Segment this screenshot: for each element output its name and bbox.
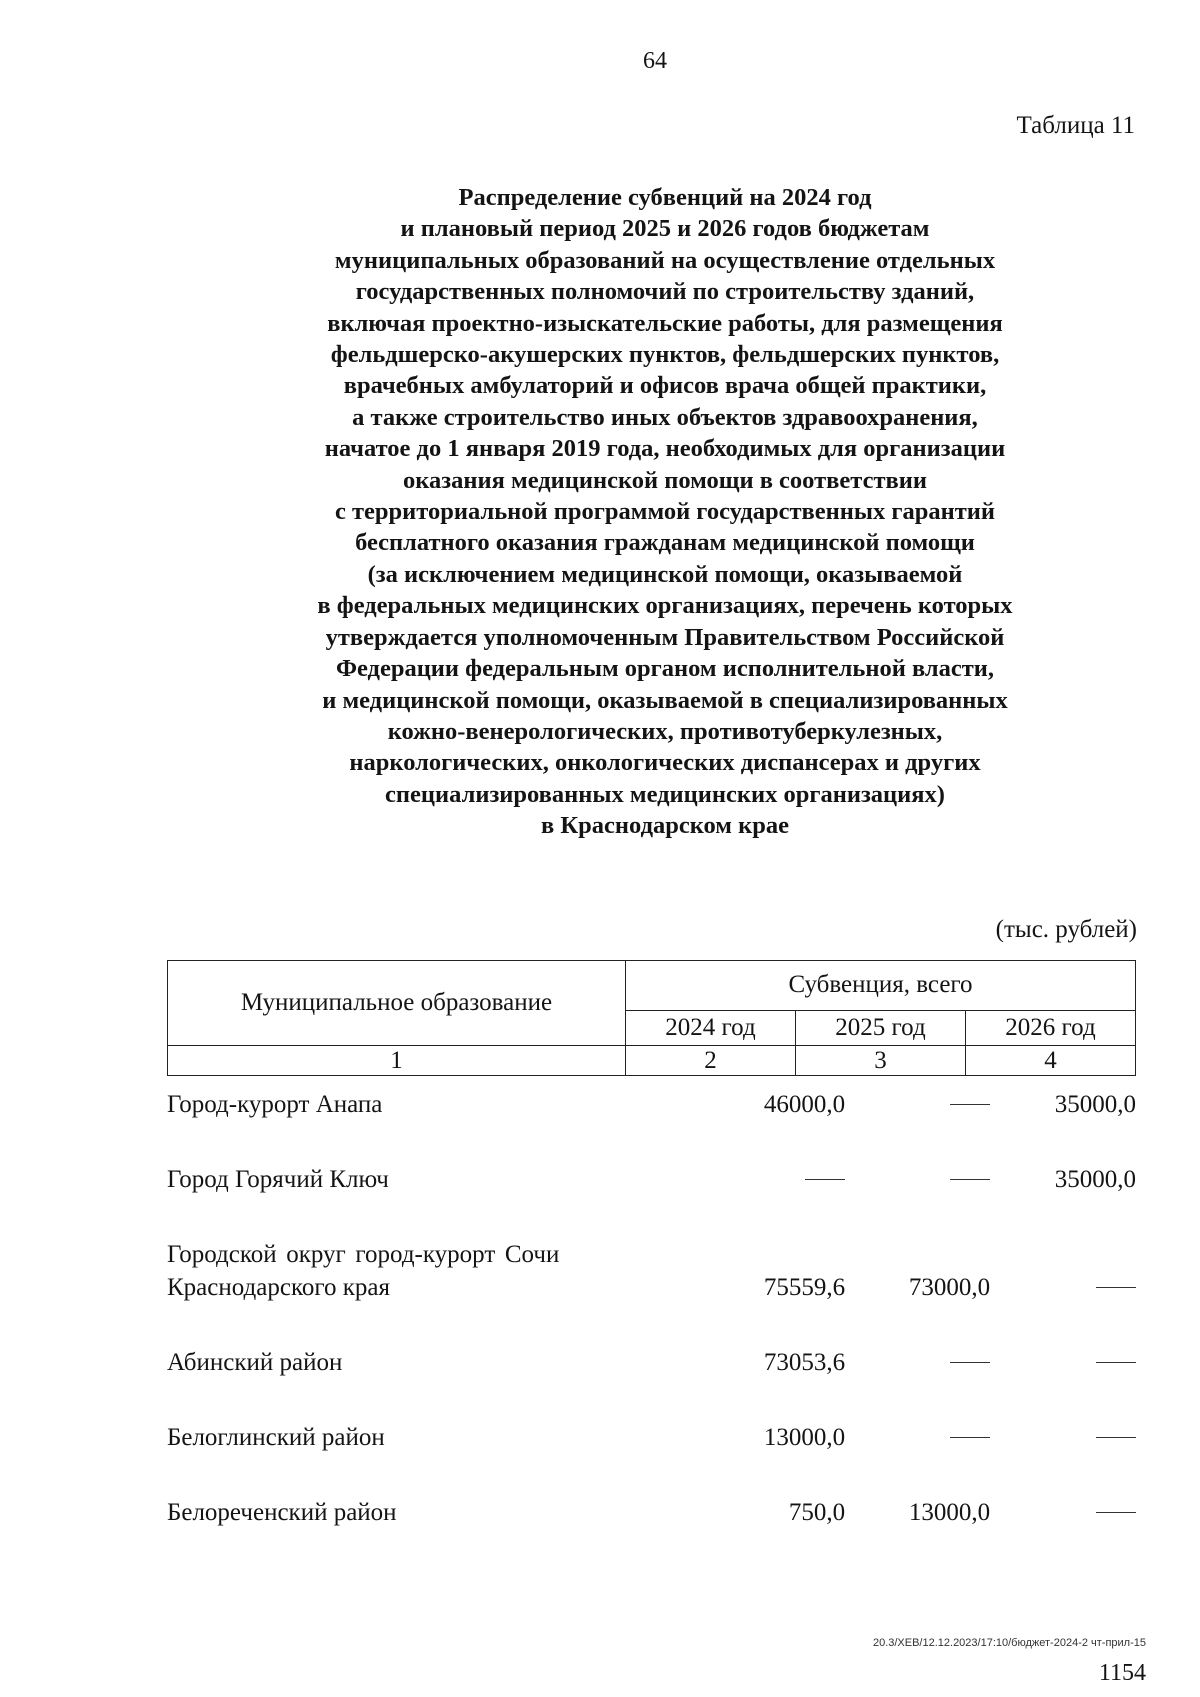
- value-2026: 35000,0: [1054, 1166, 1136, 1193]
- value-2026: [990, 1271, 1136, 1304]
- table-row: [167, 1346, 1136, 1379]
- table-row: [167, 1238, 1136, 1304]
- title-line: утверждается уполномоченным Правительством Российской: [325, 623, 1005, 651]
- title-line: в федеральных медицинских организациях, перечень которых: [317, 592, 1013, 620]
- municipality-name-line: Городской округ город-курорт Сочи: [167, 1241, 560, 1268]
- empty-value-dash: [1096, 1287, 1136, 1288]
- empty-value-dash: [1096, 1437, 1136, 1438]
- title-line: и медицинской помощи, оказываемой в специализированных: [322, 686, 1008, 714]
- title-line: фельдшерско-акушерских пунктов, фельдшерских пунктов,: [330, 341, 1000, 369]
- empty-value-dash: [1096, 1362, 1136, 1363]
- title-line: оказания медицинской помощи в соответствии: [403, 466, 927, 494]
- column-number: 2: [626, 1046, 796, 1076]
- title-line: в Краснодарском крае: [541, 812, 789, 840]
- empty-value-dash: [805, 1179, 845, 1180]
- municipality-name: [167, 1346, 559, 1379]
- municipality-name: [167, 1163, 559, 1196]
- title-line: врачебных амбулаторий и офисов врача общей практики,: [343, 372, 987, 400]
- value-2025: [845, 1088, 990, 1121]
- value-2025: 13000,0: [908, 1499, 991, 1526]
- municipality-name: [167, 1421, 559, 1454]
- units-note: (тыс. рублей): [995, 916, 1137, 943]
- column-number: 4: [966, 1046, 1136, 1076]
- value-2025: 73000,0: [908, 1274, 991, 1301]
- value-2025: [845, 1163, 990, 1196]
- title-line: кожно-венерологических, противотуберкулезных,: [387, 717, 943, 745]
- table-body: [167, 1088, 1136, 1571]
- value-2024: 13000,0: [763, 1424, 846, 1451]
- title-line: и плановый период 2025 и 2026 годов бюджетам: [400, 215, 930, 243]
- title-line: (за исключением медицинской помощи, оказываемой: [367, 560, 963, 588]
- municipality-name-line: Белоглинский район: [167, 1424, 385, 1451]
- value-2026: 35000,0: [1054, 1091, 1136, 1118]
- value-2024: [559, 1163, 845, 1196]
- municipality-name-line: Город Горячий Ключ: [167, 1166, 389, 1193]
- page-number: 64: [643, 48, 667, 74]
- value-2025: [845, 1346, 990, 1379]
- title-line: а также строительство иных объектов здравоохранения,: [352, 403, 978, 431]
- title-line: начатое до 1 января 2019 года, необходимых для организации: [324, 435, 1006, 463]
- empty-value-dash: [950, 1104, 990, 1105]
- title-line: Федерации федеральным органом исполнительной власти,: [335, 655, 995, 683]
- title-line: наркологических, онкологических диспансерах и других: [349, 749, 981, 777]
- header-year: 2025 год: [796, 1010, 966, 1045]
- municipality-name: [167, 1496, 559, 1529]
- municipality-name-line: Краснодарского края: [167, 1274, 390, 1301]
- empty-value-dash: [1096, 1512, 1136, 1513]
- column-number: 3: [796, 1046, 966, 1076]
- empty-value-dash: [950, 1437, 990, 1438]
- title-line: Распределение субвенций на 2024 год: [458, 184, 872, 211]
- title-line: специализированных медицинских организациях): [385, 780, 945, 808]
- table-header: [167, 960, 1136, 1076]
- municipality-name-line: Город-курорт Анапа: [167, 1091, 383, 1118]
- value-2025: [845, 1421, 990, 1454]
- title-line: государственных полномочий по строительству зданий,: [355, 278, 975, 306]
- column-number: 1: [168, 1046, 626, 1076]
- header-municipality: Муниципальное образование: [168, 961, 626, 1046]
- value-2024: 46000,0: [763, 1091, 846, 1118]
- title-line: включая проектно-изыскательские работы, для размещения: [327, 309, 1003, 337]
- title-line: муниципальных образований на осуществление отдельных: [334, 246, 996, 274]
- value-2026: [990, 1496, 1136, 1529]
- municipality-name: [167, 1238, 559, 1304]
- title-line: бесплатного оказания гражданам медицинской помощи: [355, 529, 975, 557]
- header-year: 2026 год: [966, 1010, 1136, 1045]
- sheet-number: 1154: [1098, 1660, 1146, 1686]
- table-row: [167, 1088, 1136, 1121]
- municipality-name-line: Белореченский район: [167, 1499, 397, 1526]
- table-row: [167, 1163, 1136, 1196]
- municipality-name-line: Абинский район: [167, 1349, 343, 1376]
- title-line: с территориальной программой государственных гарантий: [335, 498, 995, 526]
- municipality-name: [167, 1088, 559, 1121]
- document-title: [180, 182, 1150, 842]
- table-row: [167, 1421, 1136, 1454]
- document-code: 20.3/ХЕВ/12.12.2023/17:10/бюджет-2024-2 чт-прил-15: [872, 1637, 1146, 1649]
- value-2024: 75559,6: [763, 1274, 846, 1301]
- header-year: 2024 год: [626, 1010, 796, 1045]
- empty-value-dash: [950, 1362, 990, 1363]
- value-2026: [990, 1346, 1136, 1379]
- value-2026: [990, 1421, 1136, 1454]
- empty-value-dash: [950, 1179, 990, 1180]
- header-subvention-total: Субвенция, всего: [626, 961, 1136, 1011]
- value-2024: 750,0: [788, 1499, 846, 1526]
- table-row: [167, 1496, 1136, 1529]
- value-2024: 73053,6: [763, 1349, 846, 1376]
- table-label: Таблица 11: [1016, 112, 1135, 139]
